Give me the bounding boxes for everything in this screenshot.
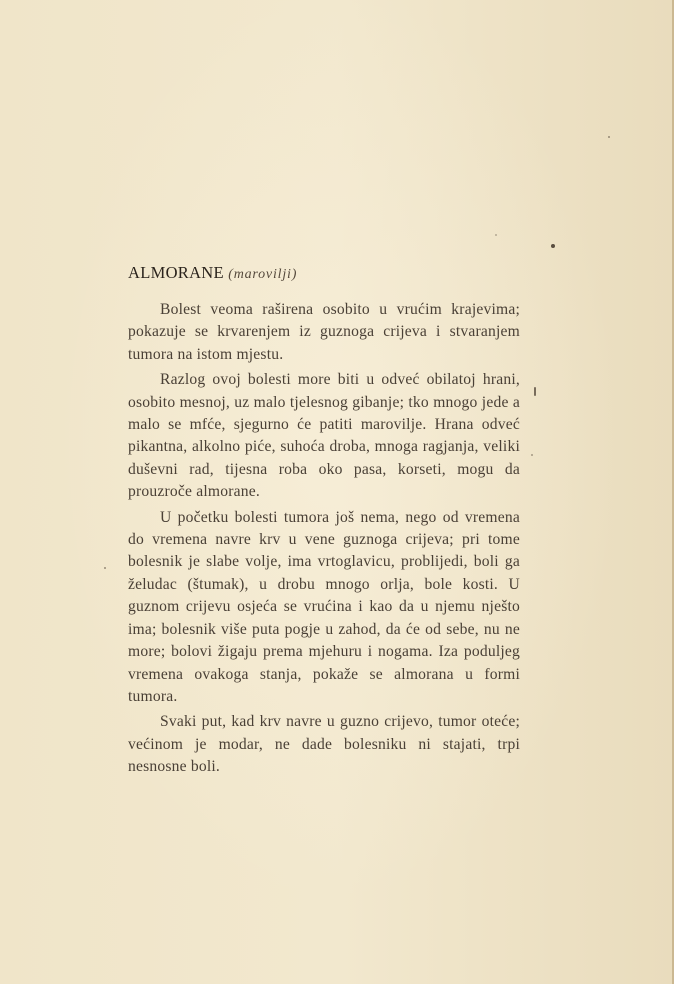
print-speck <box>495 234 497 236</box>
print-speck <box>534 387 536 396</box>
paragraph-1: Bolest veoma raširena osobito u vrućim krajevima; pokazuje se krvarenjem iz guznoga crijeva i stvaranjem tumora na istom mjestu. <box>128 301 520 363</box>
print-speck <box>608 136 610 138</box>
article-body <box>128 262 520 782</box>
print-speck <box>104 567 106 569</box>
paragraph-4: Svaki put, kad krv navre u guzno crijevo, tumor oteće; većinom je modar, ne dade bolesniku ni stajati, trpi nesnosne boli. <box>128 713 520 776</box>
article-heading <box>128 262 520 286</box>
print-speck <box>551 244 555 248</box>
paragraph-3: U početku bolesti tumora još nema, nego od vremena do vremena navre krv u vene guznoga crijeva; pri tome bolesnik je slabe volje, ima vrtoglavicu, problijedi, boli ga želudac (štumak), u drobu mnogo orlja, bole kosti. U guznom crijevu osjeća se vrućina i kao da u njemu nješto ima; bolesnik više puta pogje u zahod, da će od sebe, nu ne more; bolovi žigaju prema mjehuru i nogama. Iza poduljeg vremena ovakoga stanja, pokaže se almorana u formi tumora. <box>128 508 520 705</box>
article-subtitle: (marovilji) <box>228 267 298 282</box>
paragraph-2: Razlog ovoj bolesti more biti u odveć obilatoj hrani, osobito mesnoj, uz malo tjelesnog gibanje; tko mnogo jede a malo se mfće, sjegurno će patiti marovilje. Hrana odveć pikantna, alkolno piće, suhoća droba, mnoga ragjanja, veliki duševni rad, tijesna roba oko pasa, korseti, mogu da prouzroče almorane. <box>128 371 520 501</box>
print-speck <box>531 454 533 456</box>
article-title: ALMORANE <box>128 263 224 282</box>
